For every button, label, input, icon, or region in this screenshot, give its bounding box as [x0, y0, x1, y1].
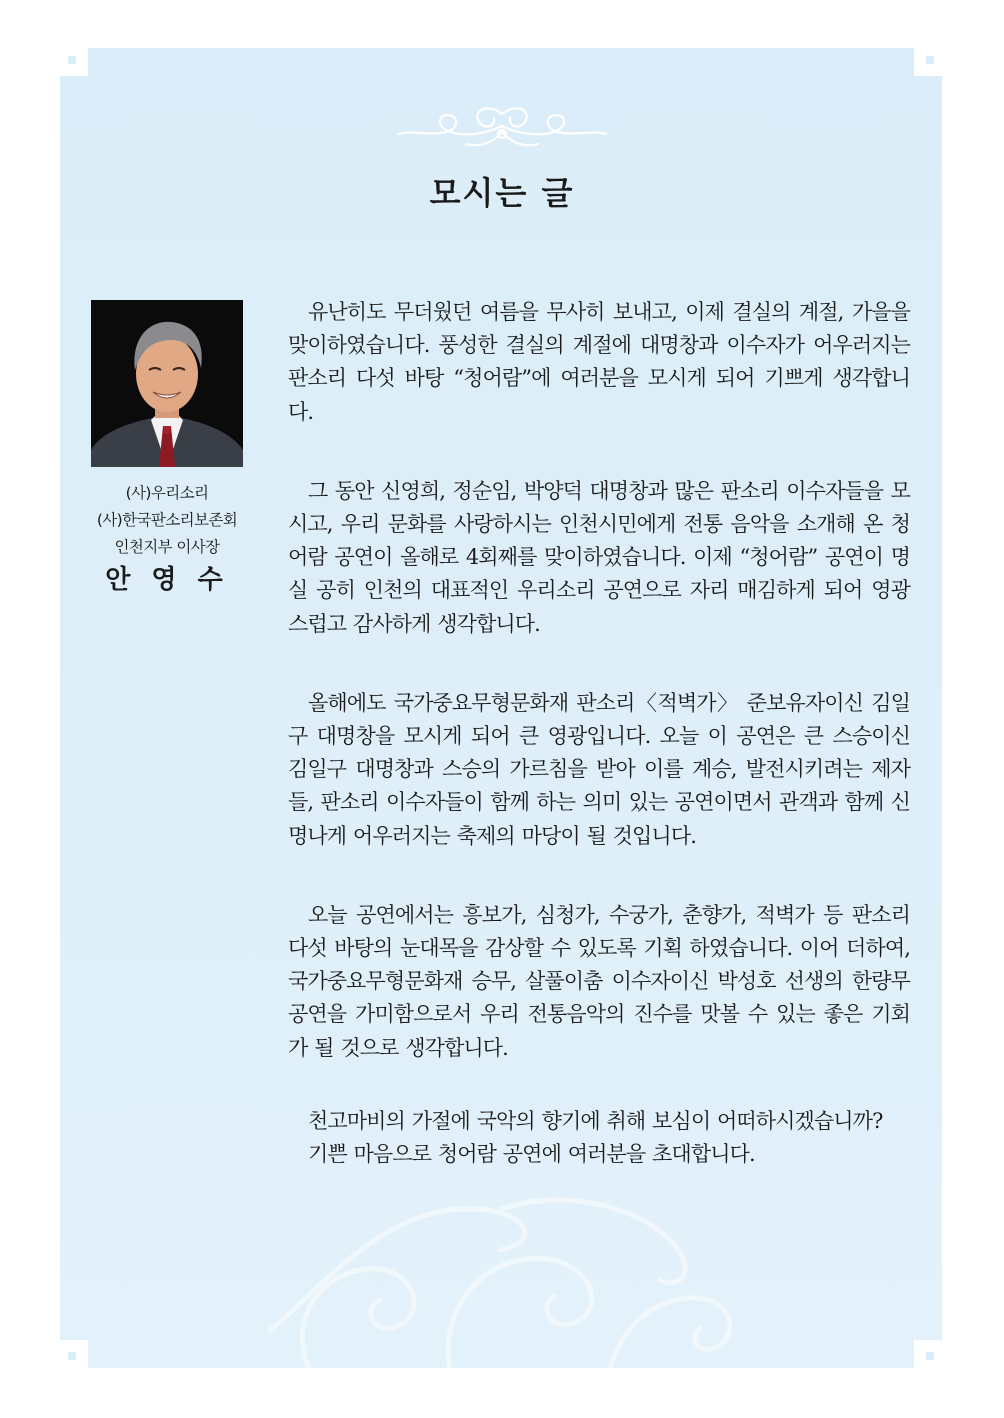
corner-dot [68, 1352, 76, 1360]
portrait-photo [91, 300, 243, 467]
letter-paragraph: 오늘 공연에서는 흥보가, 심청가, 수궁가, 춘향가, 적벽가 등 판소리 다섯 바탕의 눈대목을 감상할 수 있도록 기획 하였습니다. 이어 더하여, 국가중요무형문화재 승무, 살풀이춤 이수자이신 박성호 선생의 한량무 공연을 가미함으로서 우리 전통음악의 진수를 맛볼 수 있는 좋은 기회가 될 것으로 생각합니다. [288, 902, 910, 1060]
letter-paragraph: 천고마비의 가절에 국악의 향기에 취해 보심이 어떠하시겠습니까? [308, 1108, 883, 1133]
top-flourish-ornament [390, 104, 614, 154]
portrait-figure-icon [91, 300, 243, 467]
corner-dot [68, 56, 76, 64]
letter-paragraph: 올해에도 국가중요무형문화재 판소리〈적벽가〉 준보유자이신 김일구 대명창을 모시게 되어 큰 영광입니다. 오늘 이 공연은 큰 스승이신 김일구 대명창과 스승의 가르침을 받아 이를 계승, 발전시키려는 제자들, 판소리 이수자들이 함께 하는 의미 있는 공연이면서 관객과 함께 신명나게 어우러지는 축제의 마당이 될 것입니다. [288, 690, 910, 848]
page-title: 모시는 글 [429, 174, 575, 212]
corner-dot [926, 1352, 934, 1360]
letter-paragraph: 그 동안 신영희, 정순임, 박양덕 대명창과 많은 판소리 이수자들을 모시고, 우리 문화를 사랑하시는 인천시민에게 전통 음악을 소개해 온 청어람 공연이 올해로 4회째를 맞이하였습니다. 이제 “청어람” 공연이 명실 공히 인천의 대표적인 우리소리 공연으로 자리 매김하게 되어 영광스럽고 감사하게 생각합니다. [288, 478, 910, 636]
bottom-wave-ornament [250, 1180, 750, 1370]
author-org-2: (사)한국판소리보존회 [96, 511, 238, 529]
letter-body [288, 296, 910, 1171]
author-org-1: (사)우리소리 [125, 484, 209, 502]
author-name: 안 영 수 [105, 565, 229, 595]
letter-paragraph: 유난히도 무더웠던 여름을 무사히 보내고, 이제 결실의 계절, 가을을 맞이하였습니다. 풍성한 결실의 계절에 대명창과 이수자가 어우러지는 판소리 다섯 바탕 “청어람”에 여러분을 모시게 되어 기쁘게 생각합니다. [288, 300, 910, 424]
letter-closing: 기쁜 마음으로 청어람 공연에 여러분을 초대합니다. [308, 1142, 755, 1167]
author-position: 인천지부 이사장 [114, 538, 220, 556]
author-caption [80, 480, 254, 597]
corner-dot [926, 56, 934, 64]
